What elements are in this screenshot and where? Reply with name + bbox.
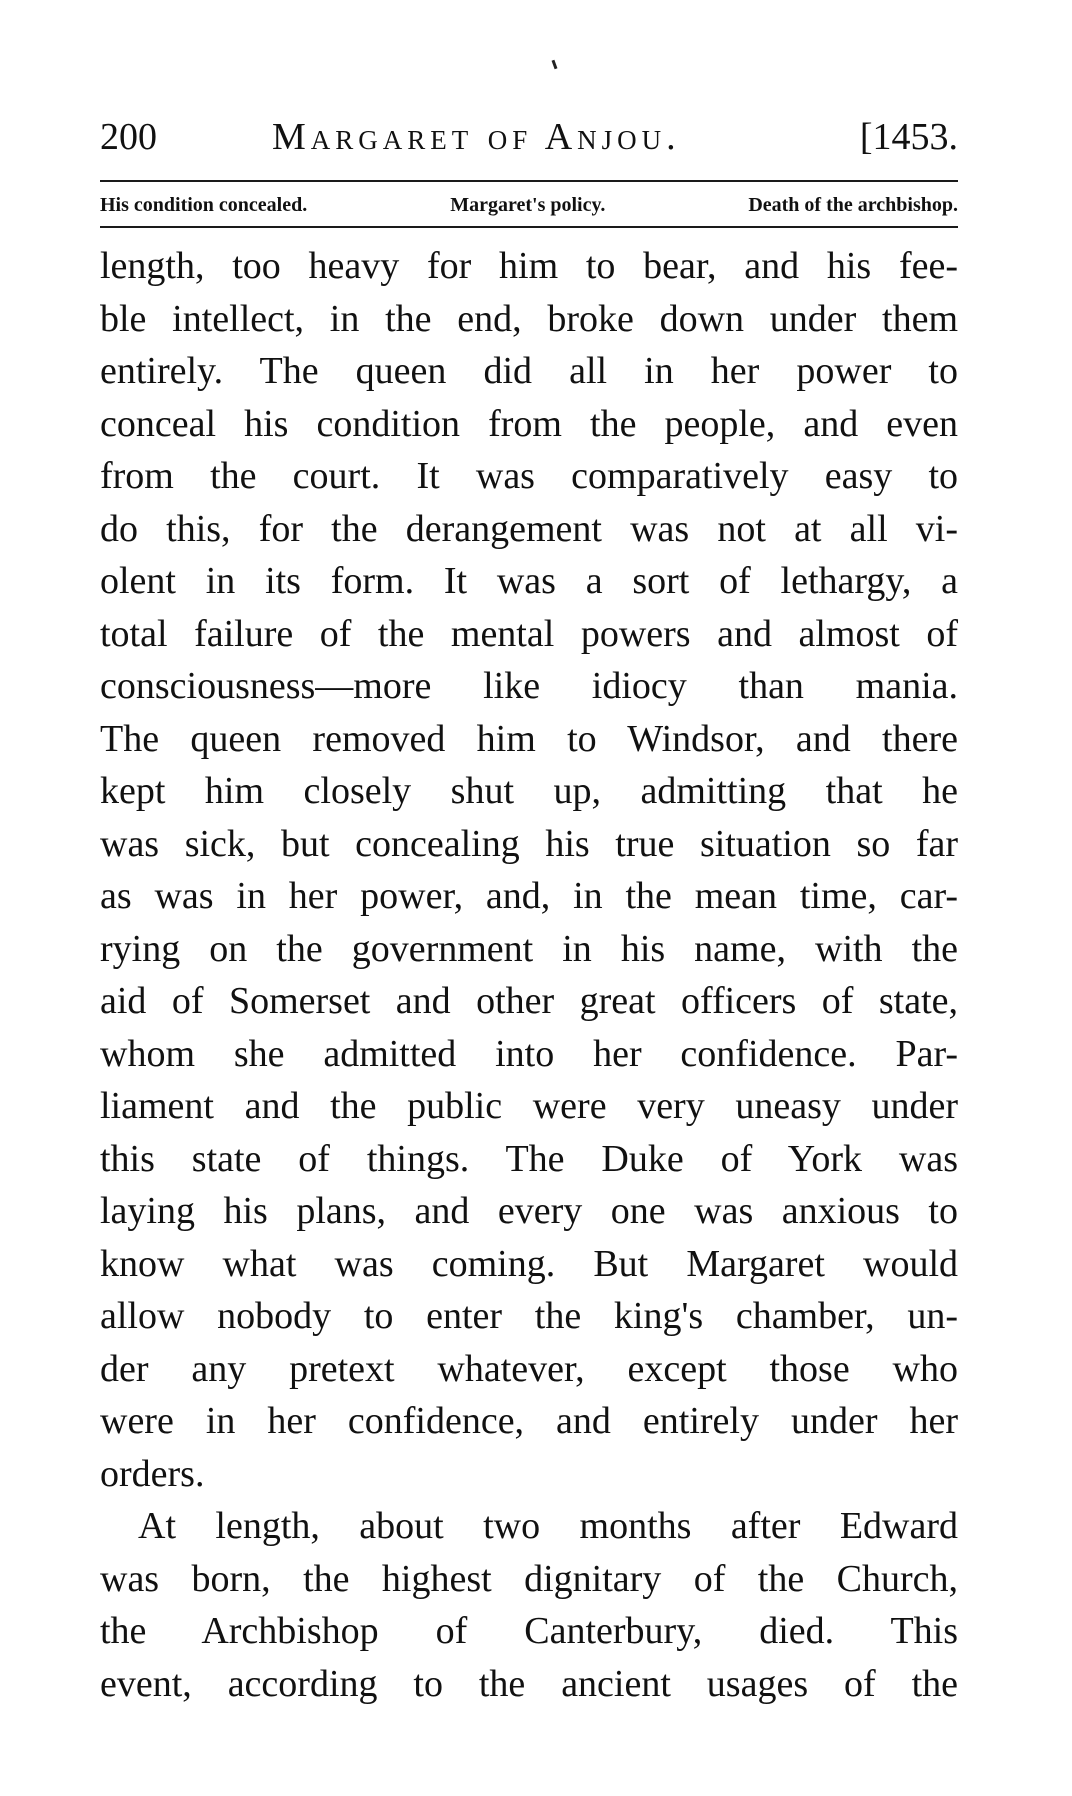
text-line: total failure of the mental powers and almost of [100,612,958,655]
body-text [100,240,958,1710]
text-line: The queen removed him to Windsor, and there [100,717,958,760]
running-head [100,112,958,162]
text-line: from the court. It was comparatively easy to [100,455,958,497]
text-line: rying on the government in his name, with the [100,927,958,970]
subject-headings [100,186,958,224]
text-line: At length, about two months after Edward [138,1505,958,1547]
page-number: 200 [100,116,157,158]
text-line: length, too heavy for him to bear, and his fee- [100,245,958,287]
print-speck [552,60,558,69]
text-line: was sick, but concealing his true situation so far [100,822,958,865]
text-line: conceal his condition from the people, and even [100,402,958,445]
text-line: laying his plans, and every one was anxious to [100,1190,958,1232]
text-line: olent in its form. It was a sort of lethargy, a [100,560,958,602]
paragraph [100,240,958,1500]
paragraph [100,1500,958,1710]
text-line: aid of Somerset and other great officers of state, [100,980,958,1022]
text-line: der any pretext whatever, except those who [100,1347,958,1390]
text-line: ble intellect, in the end, broke down under them [100,297,958,340]
text-line: orders. [100,1452,205,1495]
subhead-death: Death of the archbishop. [748,194,958,216]
header-rule-bottom [100,226,958,228]
text-line: allow nobody to enter the king's chamber, un- [100,1295,958,1337]
text-line: know what was coming. But Margaret would [100,1242,958,1285]
text-line: liament and the public were very uneasy under [100,1085,958,1127]
year-marker: [1453. [859,116,958,158]
subhead-policy: Margaret's policy. [450,194,606,216]
text-line: kept him closely shut up, admitting that he [100,770,958,812]
book-title: Margaret of Anjou. [272,116,681,158]
header-rule-top [100,180,958,182]
text-line: consciousness—more like idiocy than mania. [100,665,958,707]
text-line: as was in her power, and, in the mean time, car- [100,875,958,917]
text-line: this state of things. The Duke of York was [100,1137,958,1180]
text-line: whom she admitted into her confidence. Par- [100,1032,958,1075]
text-line: event, according to the ancient usages of the [100,1662,958,1705]
text-line: the Archbishop of Canterbury, died. This [100,1610,958,1652]
text-line: entirely. The queen did all in her power to [100,350,958,392]
text-line: do this, for the derangement was not at all vi- [100,507,958,550]
subhead-condition: His condition concealed. [100,194,308,216]
text-line: was born, the highest dignitary of the Church, [100,1557,958,1600]
text-line: were in her confidence, and entirely under her [100,1400,958,1442]
